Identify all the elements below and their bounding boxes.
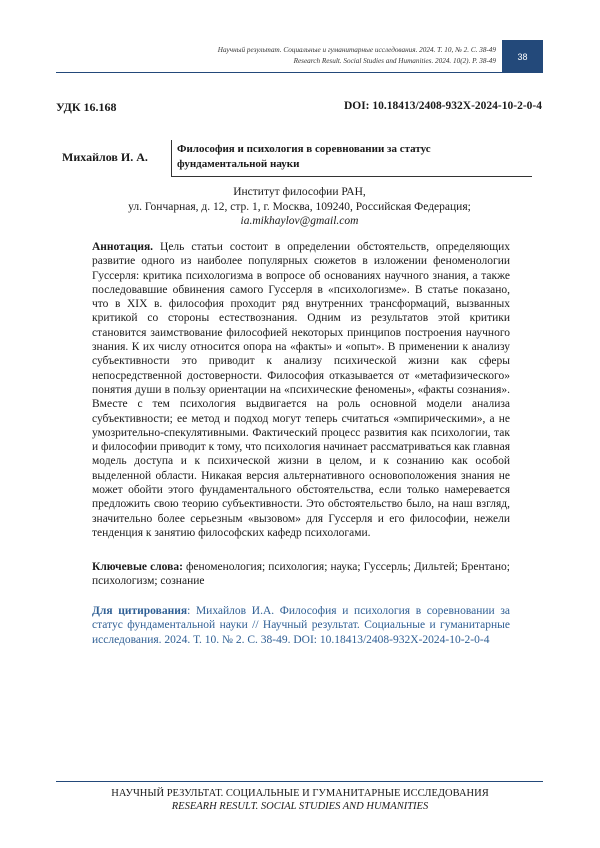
- keywords-text: феноменология; психология; наука; Гуссерль; Дильтей; Брентано; психологизм; сознание: [92, 561, 510, 588]
- footer-journal-en: RESEARH RESULT. SOCIAL STUDIES AND HUMANITIES: [171, 800, 429, 812]
- citation-label: Для цитирования: [92, 605, 188, 617]
- keywords: [92, 560, 510, 589]
- page-number-badge: [502, 40, 543, 73]
- running-footer: [0, 788, 600, 813]
- citation: [92, 604, 510, 647]
- header-divider: [56, 72, 543, 73]
- abstract: [92, 240, 510, 540]
- doi: DOI: 10.18413/2408-932X-2024-10-2-0-4: [343, 100, 542, 112]
- journal-name-en: Research Result. Social Studies and Humanities. 2024. 10(2). P. 38-49: [293, 57, 496, 65]
- affiliation-address: ул. Гончарная, д. 12, стр. 1, г. Москва, 109240, Российская Федерация;: [128, 200, 471, 213]
- affiliation: [56, 185, 543, 229]
- running-header: [218, 45, 496, 67]
- footer-journal-ru: НАУЧНЫЙ РЕЗУЛЬТАТ. СОЦИАЛЬНЫЕ И ГУМАНИТАРНЫЕ ИССЛЕДОВАНИЯ: [111, 788, 489, 799]
- author-email[interactable]: ia.mikhaylov@gmail.com: [240, 215, 359, 227]
- keywords-label: Ключевые слова:: [92, 561, 183, 573]
- abstract-text: Цель статьи состоит в определении обстоятельств, определяющих развитие одного из наиболее популярных сюжетов в изложении феноменологии Гуссерля: критика психологизма в вопросе об основаниях научного знания, а также последовавшие обвинения самого Гуссерля в «психологизме». В статье показано, что в XIX в. философия проходит ряд внутренних трансформаций, вызванных критикой со стороны естествознания. Одним из результатов этой критики становится заимствование философией некоторых принципов построения научного знания. К их числу относится опора на «факты» и «опыт». В применении к анализу субъективности это приводит к анализу психической жизни как сферы непосредственной достоверности. Философия отказывается от «метафизического» понятия души в пользу ориентации на «психические феномены», «факты сознания». Вместе с тем психология выдвигается на роль основной модели анализа субъективности; ее метод и подход могут теперь считаться «эмпирическими», а не умозрительно-спекулятивными. Фактический процесс развития как психологии, так и философии приводит к тому, что психология начинает рассматриваться как главная модель доступа и к психической жизни в целом, и к сознанию как особой выделенной области. Никакая версия альтернативного основоположения знания не может обойти этого фундаментального обстоятельства, если только намеревается предложить свою теорию субъективности. Это обстоятельство было, на наш взгляд, значительно более серьезным «вызовом» для Гуссерля и его философии, нежели тенденция к занятию философских кафедр психологами.: [92, 241, 510, 539]
- footer-divider: [56, 781, 543, 782]
- author-name: Михайлов И. А.: [62, 150, 148, 164]
- udk-code: УДК 16.168: [56, 100, 117, 114]
- page-number: 38: [517, 51, 528, 62]
- article-title: Философия и психология в соревновании за статус фундаментальной науки: [177, 143, 431, 170]
- affiliation-institution: Институт философии РАН,: [233, 186, 366, 198]
- title-box: [171, 140, 532, 177]
- journal-name-ru: Научный результат. Социальные и гуманитарные исследования. 2024. Т. 10, № 2. С. 38-49: [217, 46, 496, 54]
- author-title-block: [56, 140, 543, 176]
- citation-text: : Михайлов И.А. Философия и психология в соревновании за статус фундаментальной науки // Научный результат. Социальные и гуманитарные исследования. 2024. Т. 10. № 2. С. 38-49. DOI: 10.18413/2408-932X-2024-10-2-0-4: [92, 605, 510, 646]
- abstract-label: Аннотация.: [92, 241, 154, 253]
